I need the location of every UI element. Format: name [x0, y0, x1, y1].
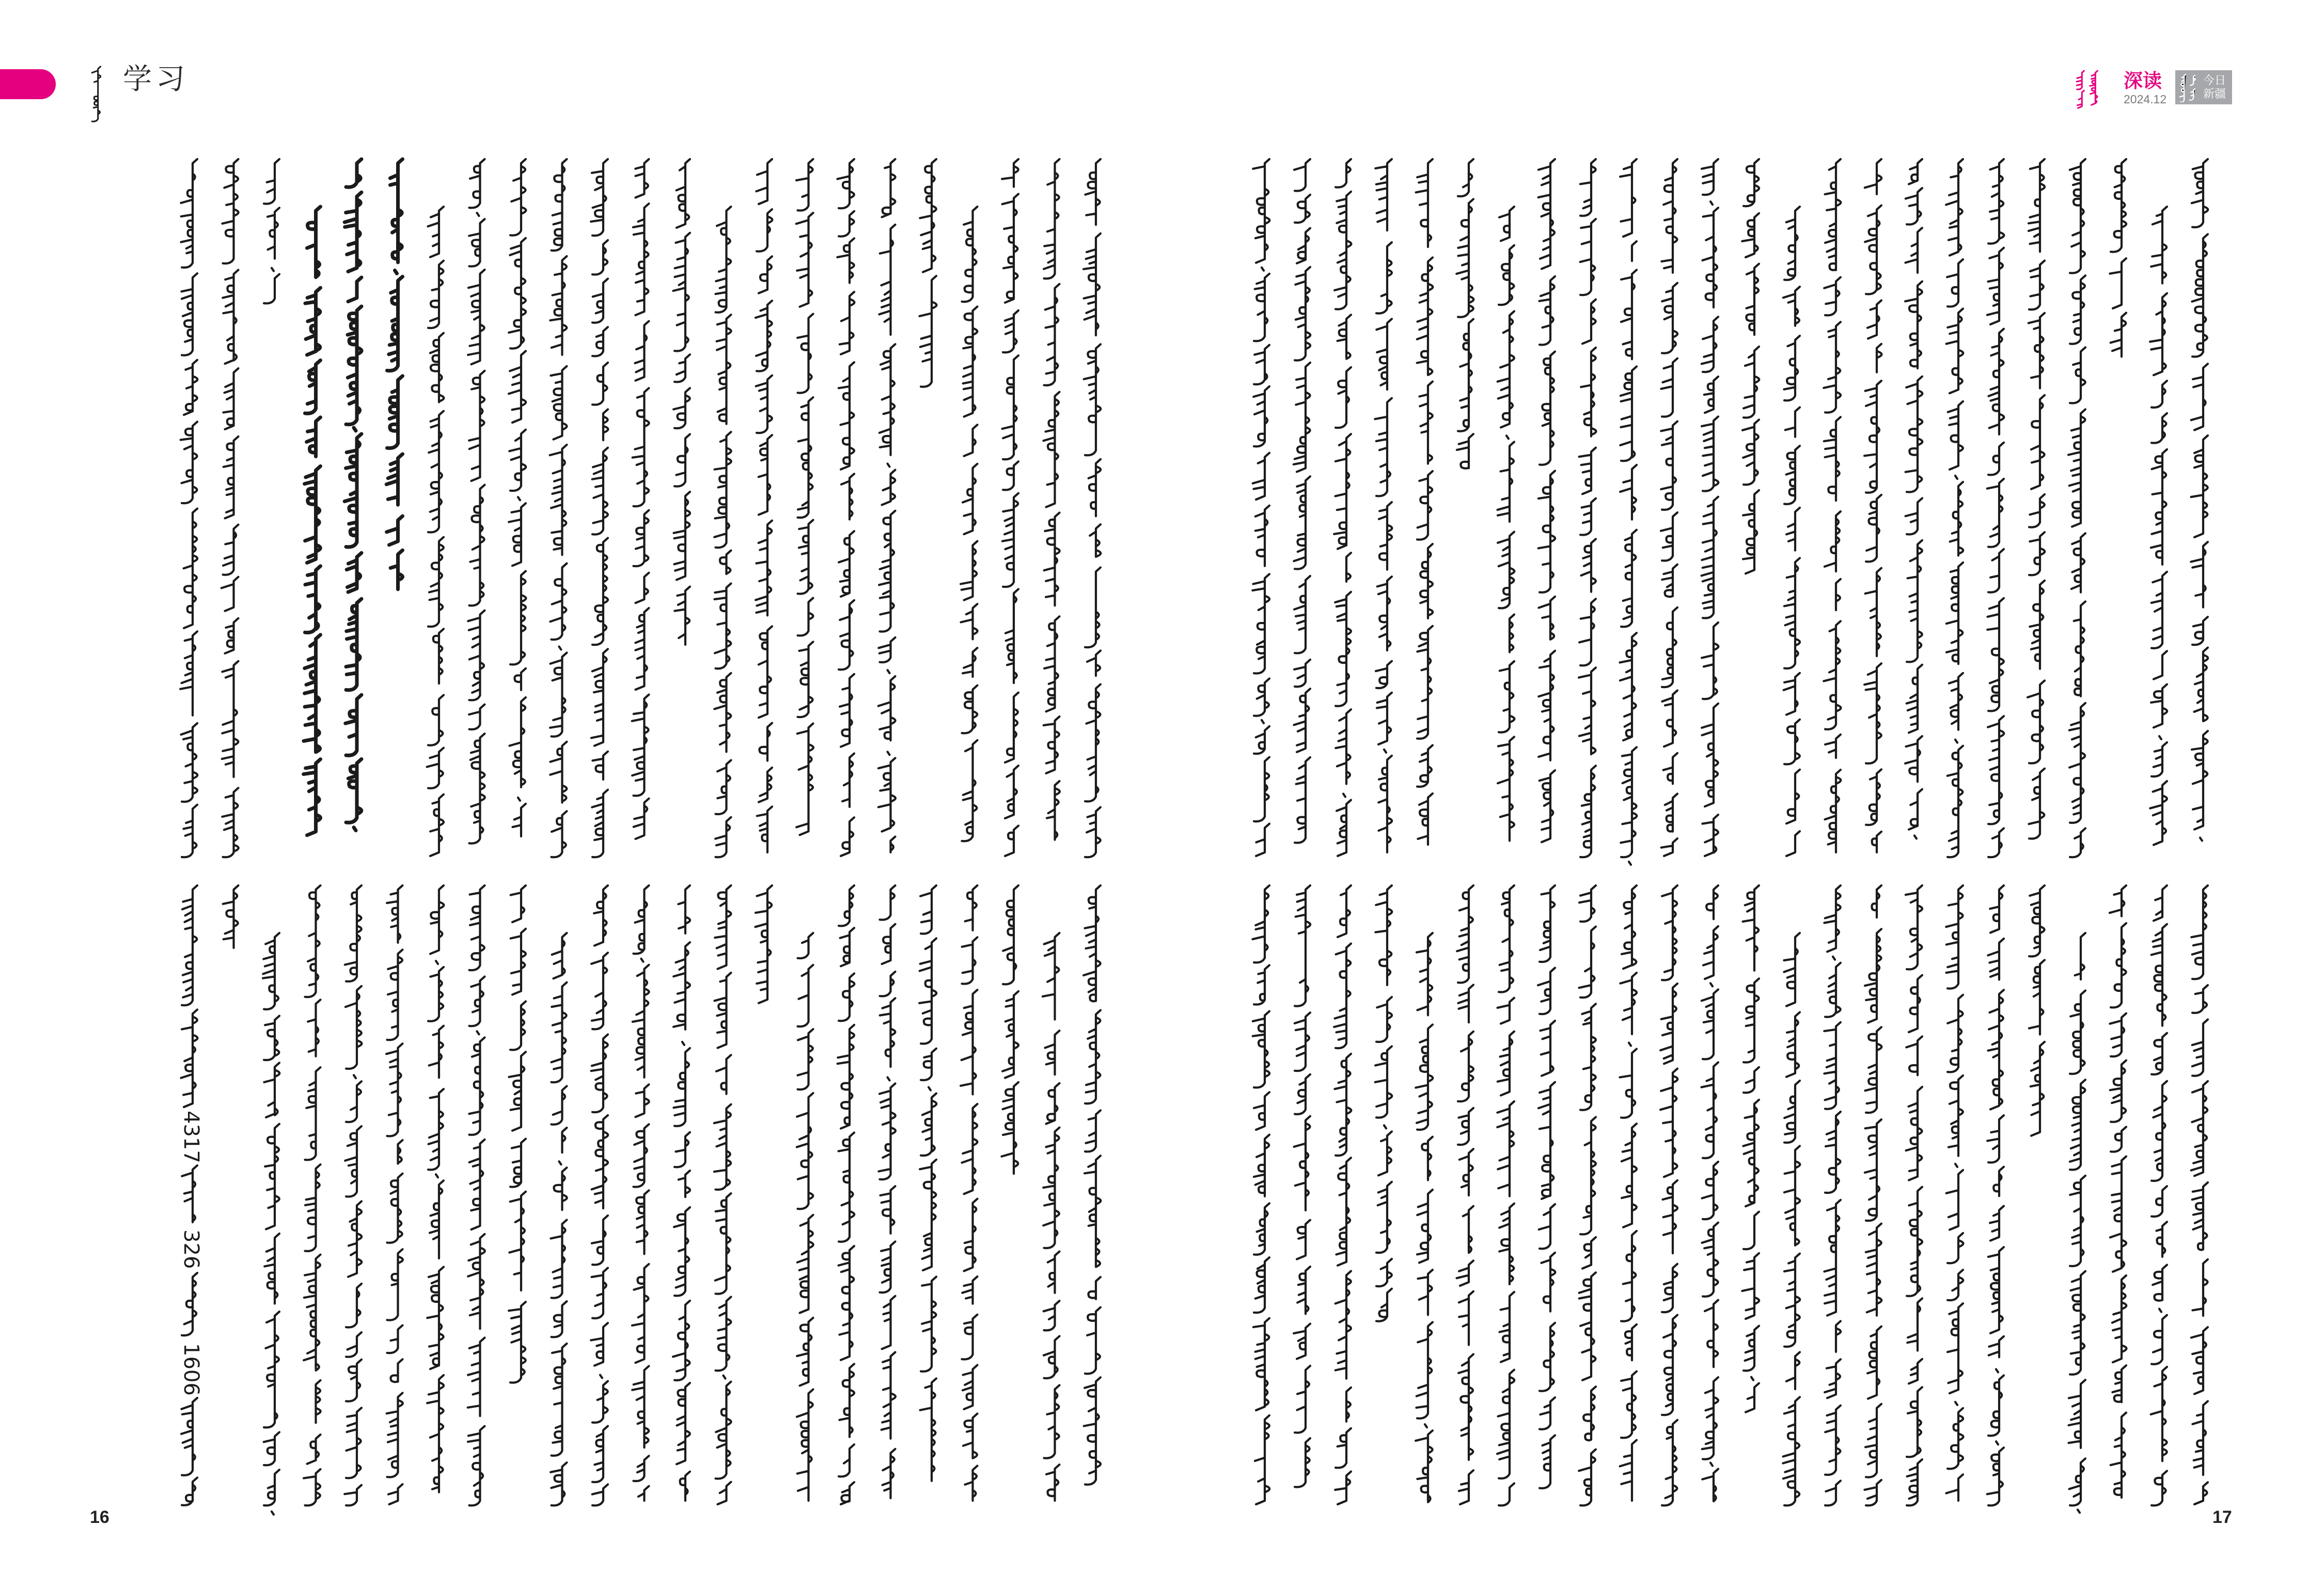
text-column	[796, 159, 813, 835]
inline-number: 1606	[179, 1343, 203, 1396]
text-column	[878, 885, 896, 1498]
text-column	[222, 159, 239, 857]
column-title-script	[2077, 71, 2084, 108]
text-column	[1987, 885, 2004, 1505]
text-column	[755, 885, 772, 1003]
text-column	[2191, 885, 2208, 1504]
text-column	[1538, 885, 1555, 1488]
text-column	[1579, 159, 1596, 857]
text-column	[468, 159, 485, 844]
heading-text-column	[304, 207, 321, 835]
text-column	[468, 885, 485, 1505]
heading-text-column	[386, 159, 402, 589]
text-column	[1334, 885, 1351, 1504]
text-column	[550, 159, 567, 857]
text-column	[1661, 159, 1677, 856]
text-column	[632, 885, 649, 1501]
text-column	[1043, 933, 1060, 1501]
text-column	[1620, 159, 1637, 865]
header-script-marks	[92, 63, 2097, 121]
text-column	[181, 885, 198, 1505]
text-column	[1906, 885, 1922, 1505]
inline-number: 4317	[179, 1111, 203, 1163]
column-title: 深读	[2124, 70, 2162, 92]
column-title-script	[2090, 71, 2098, 105]
text-column	[1905, 159, 1922, 838]
text-column	[223, 885, 239, 948]
text-column	[263, 933, 279, 1515]
issue-date: 2024.12	[2124, 92, 2167, 106]
text-column	[1498, 207, 1515, 841]
text-column	[1783, 207, 1800, 856]
text-column	[878, 159, 896, 852]
text-column	[838, 885, 855, 1504]
text-column	[1702, 159, 1719, 856]
text-column	[591, 159, 608, 857]
text-column	[961, 207, 977, 841]
text-column	[386, 885, 403, 1504]
right-page-top-text-band	[1252, 159, 2208, 865]
text-column	[714, 207, 731, 857]
text-column	[837, 159, 854, 856]
text-column	[344, 885, 362, 1505]
text-column	[2029, 885, 2045, 1136]
text-column	[1002, 159, 1018, 856]
text-column	[1579, 885, 1596, 1505]
inline-number: 326	[179, 1229, 203, 1269]
text-column	[919, 885, 936, 1481]
text-column	[509, 159, 526, 836]
text-column	[264, 159, 279, 303]
text-column	[1044, 159, 1060, 840]
text-column	[2110, 159, 2126, 356]
text-column	[591, 885, 608, 1505]
text-column	[2069, 933, 2086, 1513]
text-column	[1946, 159, 1963, 857]
text-column	[1252, 885, 1269, 1504]
right-page-bottom-text-band	[1252, 885, 2208, 1513]
page-number-right: 17	[2212, 1507, 2232, 1527]
page-number-left: 16	[90, 1507, 109, 1527]
text-column	[1702, 885, 1719, 1501]
text-column	[1864, 885, 1881, 1505]
text-column	[1375, 885, 1392, 1321]
text-column	[1294, 159, 1310, 843]
text-column	[1334, 159, 1351, 856]
text-column	[714, 885, 731, 1504]
text-column	[1864, 159, 1881, 852]
magazine-logo-text: 今日新疆	[2203, 74, 2226, 101]
text-column	[1457, 885, 1473, 1504]
text-column	[427, 885, 444, 1492]
text-column	[1416, 159, 1433, 845]
text-column	[2151, 885, 2167, 1505]
left-page-bottom-text-band	[181, 885, 1101, 1515]
text-column	[673, 885, 690, 1501]
left-page-top-text-band	[180, 159, 1101, 857]
text-column	[1294, 885, 1310, 1487]
text-column	[1660, 885, 1677, 1505]
text-column	[1084, 159, 1101, 857]
text-column	[1824, 159, 1841, 852]
text-column	[1783, 933, 1800, 1505]
text-column	[1742, 159, 1759, 573]
text-column	[632, 159, 649, 839]
text-column	[2150, 207, 2167, 845]
text-column	[1946, 885, 1963, 1501]
text-column	[919, 159, 936, 387]
text-column	[1538, 159, 1556, 842]
text-column	[1252, 159, 1269, 856]
text-column	[1375, 159, 1392, 852]
text-column	[180, 159, 197, 857]
text-column	[1416, 933, 1433, 1502]
text-column	[797, 933, 813, 1501]
text-column	[304, 885, 321, 1505]
text-column	[1456, 159, 1473, 469]
text-column	[756, 159, 772, 852]
text-column	[673, 159, 690, 645]
text-column	[1824, 885, 1841, 1505]
text-column	[2028, 159, 2045, 839]
section-title: 学习	[123, 63, 189, 96]
text-column	[2068, 159, 2085, 857]
text-column	[2191, 159, 2208, 841]
text-column	[1620, 885, 1637, 1501]
text-column	[1497, 885, 1514, 1505]
text-column	[2110, 885, 2127, 1498]
section-label-script	[92, 67, 101, 121]
text-column	[1987, 159, 2004, 857]
text-column	[961, 885, 977, 1501]
text-column	[1084, 885, 1101, 1485]
text-column	[427, 207, 444, 856]
text-column	[1742, 885, 1759, 1412]
heading-text-column	[344, 159, 362, 831]
text-column	[509, 885, 526, 1383]
text-column	[551, 933, 567, 1505]
text-column	[1001, 885, 1018, 1174]
